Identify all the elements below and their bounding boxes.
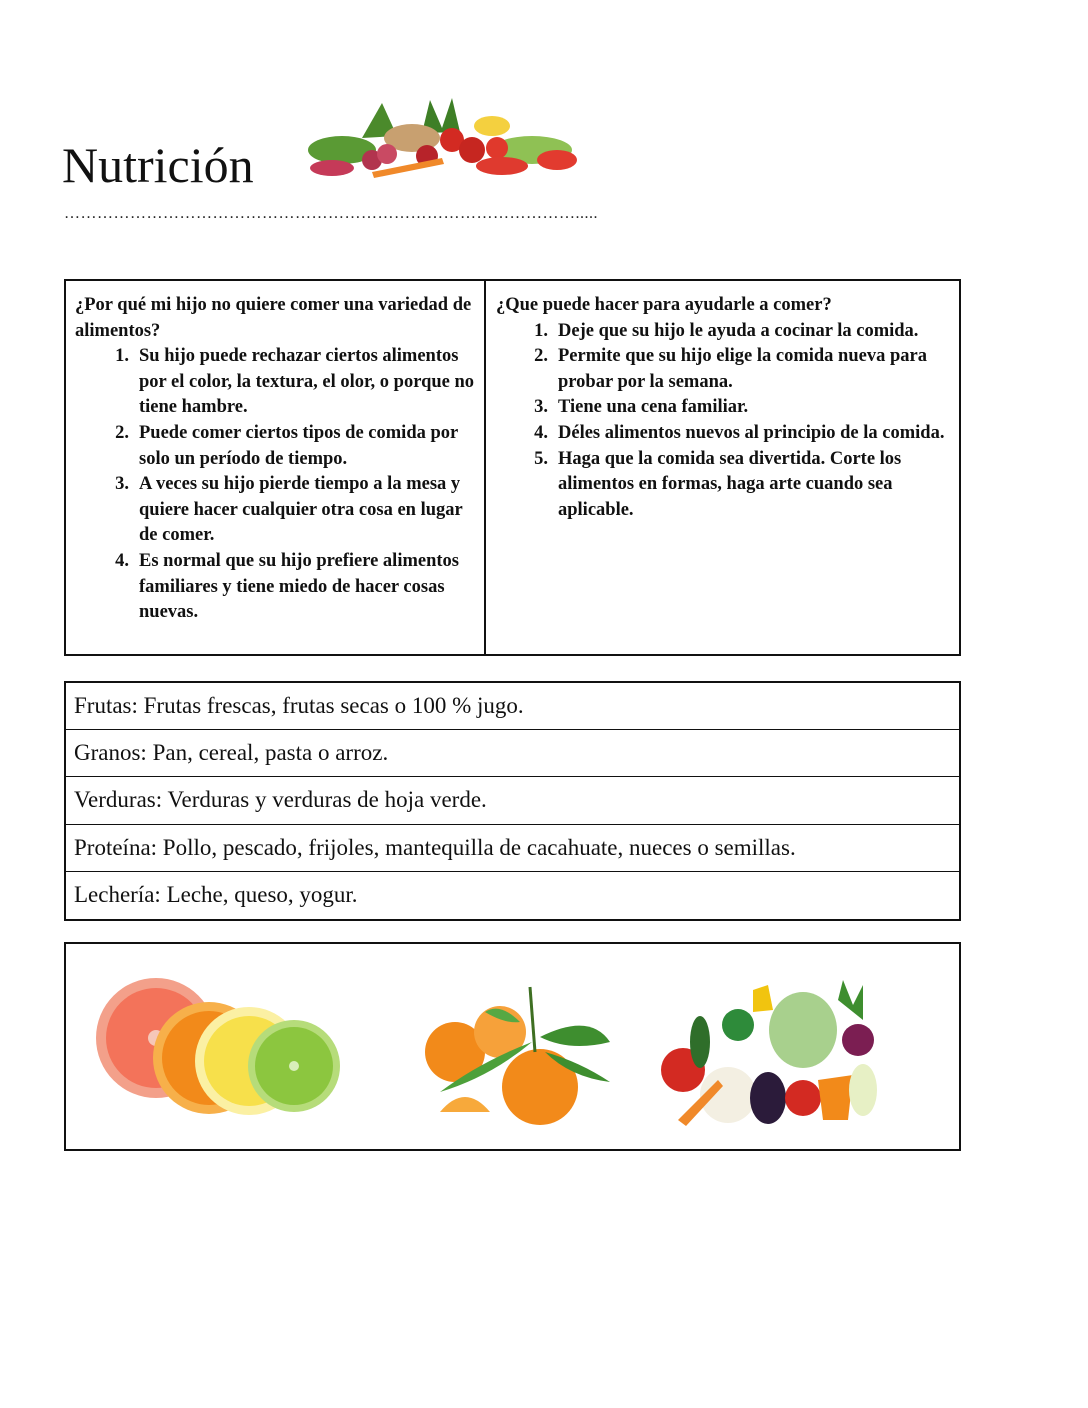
list-number: 2. xyxy=(534,346,548,367)
list-item xyxy=(75,549,476,626)
list-text: A veces su hijo pierde tiempo a la mesa y quiere hacer cualquier otra cosa en lugar de comer. xyxy=(139,474,463,546)
food-group-grains: Granos: Pan, cereal, pasta o arroz. xyxy=(66,730,959,777)
list-text: Tiene una cena familiar. xyxy=(558,397,749,418)
list-text: Deje que su hijo le ayuda a cocinar la comida. xyxy=(558,320,919,341)
list-item xyxy=(75,472,476,549)
list-item xyxy=(75,421,476,472)
food-group-fruits: Frutas: Frutas frescas, frutas secas o 100 % jugo. xyxy=(66,683,959,730)
list-number: 4. xyxy=(115,550,129,571)
list-number: 5. xyxy=(534,448,548,469)
qa-left-heading: ¿Por qué mi hijo no quiere comer una variedad de alimentos? xyxy=(75,295,472,341)
list-number: 1. xyxy=(115,346,129,367)
list-text: Su hijo puede rechazar ciertos alimentos por el color, la textura, el olor, o porque no tiene hambre. xyxy=(139,346,475,418)
list-item xyxy=(75,344,476,421)
food-groups-table xyxy=(64,681,961,921)
list-item xyxy=(496,395,951,421)
list-number: 4. xyxy=(534,422,548,443)
qa-right-heading: ¿Que puede hacer para ayudarle a comer? xyxy=(496,295,832,315)
dotted-divider: …………………………………………………………………………………..... xyxy=(64,205,598,222)
list-text: Déles alimentos nuevos al principio de la comida. xyxy=(558,422,945,443)
list-text: Haga que la comida sea divertida. Corte los alimentos en formas, haga arte cuando sea aplicable. xyxy=(558,448,902,520)
oranges-with-leaves-image xyxy=(420,982,625,1132)
list-number: 3. xyxy=(115,474,129,495)
list-number: 2. xyxy=(115,422,129,443)
list-text: Puede comer ciertos tipos de comida por solo un período de tiempo. xyxy=(139,422,458,469)
list-item xyxy=(496,344,951,395)
qa-left-column xyxy=(66,281,486,654)
food-group-protein: Proteína: Pollo, pescado, frijoles, mantequilla de cacahuate, nueces o semillas. xyxy=(66,825,959,872)
food-group-dairy: Lechería: Leche, queso, yogur. xyxy=(74,881,358,907)
list-item xyxy=(496,421,951,447)
qa-right-column xyxy=(486,281,959,654)
mixed-fruits-vegetables-image xyxy=(302,98,584,184)
list-text: Es normal que su hijo prefiere alimentos familiares y tiene miedo de hacer cosas nuevas. xyxy=(139,550,459,623)
list-item xyxy=(496,447,951,524)
qa-table xyxy=(64,279,961,656)
qa-right-list xyxy=(496,319,951,524)
page-title: Nutrición xyxy=(62,137,254,193)
vegetable-pile-image xyxy=(658,980,883,1142)
list-text: Permite que su hijo elige la comida nueva para probar por la semana. xyxy=(558,346,927,392)
list-number: 1. xyxy=(534,320,548,341)
list-item xyxy=(496,319,951,345)
food-gallery xyxy=(64,942,961,1151)
list-number: 3. xyxy=(534,397,548,418)
food-group-vegetables: Verduras: Verduras y verduras de hoja verde. xyxy=(66,777,959,824)
qa-left-list xyxy=(75,344,476,626)
citrus-slices-image xyxy=(84,976,344,1116)
